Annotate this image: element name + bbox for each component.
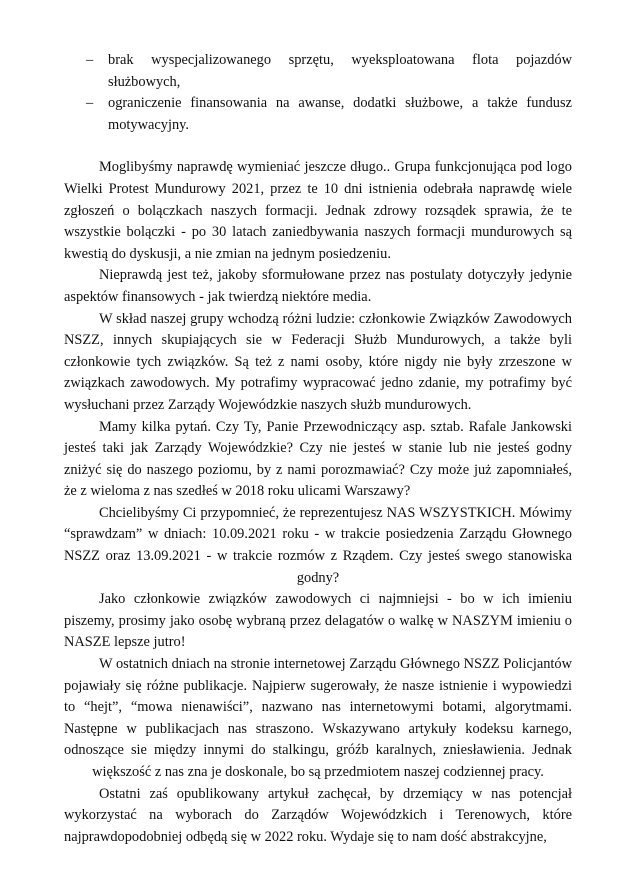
spacer <box>64 136 572 157</box>
paragraph: Moglibyśmy naprawdę wymieniać jeszcze długo.. Grupa funkcjonująca pod logo Wielki Protest Mundurowy 2021, przez te 10 dni istnienia odebrała naprawdę wiele zgłoszeń o bolączkach naszych formacji. Jednak zdrowy rozsądek sprawia, że te wszystkie bolączki - po 30 latach zaniedbywania naszych formacji mundurowych są kwestią do dyskusji, a nie zmian na jednym posiedzeniu. <box>64 159 572 262</box>
paragraph: Ostatni zaś opublikowany artykuł zachęcał, by drzemiący w nas potencjał wykorzystać na wyborach do Zarządów Wojewódzkich i Terenowych, które najprawdopodobniej odbędą się w 2022 roku. Wydaje się to nam dość abstrakcyjne, <box>64 785 572 845</box>
bullet-text: brak wyspecjalizowanego sprzętu, wyeksploatowana flota pojazdów służbowych, <box>108 52 572 90</box>
bullet-item <box>64 50 572 93</box>
paragraph: Chcielibyśmy Ci przypomnieć, że reprezentujesz NAS WSZYSTKICH. Mówimy “sprawdzam” w dniach: 10.09.2021 roku - w trakcie posiedzenia Zarządu Głownego NSZZ oraz 13.09.2021 - w trakcie rozmów z Rządem. Czy jesteś swego stanowiska godny? <box>64 504 572 586</box>
paragraph: Jako członkowie związków zawodowych ci najmniejsi - bo w ich imieniu piszemy, prosimy jako osobę wybraną przez delagatów o walkę w NASZYM imieniu o NASZE lepsze jutro! <box>64 591 572 651</box>
paragraph: W ostatnich dniach na stronie internetowej Zarządu Głównego NSZZ Policjantów pojawiały się różne publikacje. Najpierw sugerowały, że nasze istnienie i wypowiedzi to “hejt”, “mowa nienawiści”, nazwano nas internetowymi botami, algorytmami. Następne w publikacjach nas straszono. Wskazywano artykuły kodeksu karnego, odnoszące sie między innymi do stalkingu, gróźb karalnych, zniesławienia. Jednak większość z nas zna je doskonale, bo są przedmiotem naszej codziennej pracy. <box>64 656 572 780</box>
bullet-text: ograniczenie finansowania na awanse, dodatki służbowe, a także fundusz motywacyjny. <box>108 95 572 133</box>
paragraph: Nieprawdą jest też, jakoby sformułowane przez nas postulaty dotyczyły jedynie aspektów finansowych - jak twierdzą niektóre media. <box>64 267 572 305</box>
bullet-marker: – <box>86 52 94 68</box>
paragraph: W skład naszej grupy wchodzą różni ludzie: członkowie Związków Zawodowych NSZZ, innych skupiających sie w Federacji Służb Mundurowych, a także byli członkowie tych związków. Są też z nami osoby, które nigdy nie były zrzeszone w związkach zawodowych. My potrafimy wypracować jedno zdanie, my potrafimy być wysłuchani przez Zarządy Wojewódzkie naszych służb mundurowych. <box>64 310 572 413</box>
document-body <box>64 50 572 848</box>
paragraph: Mamy kilka pytań. Czy Ty, Panie Przewodniczący asp. sztab. Rafale Jankowski jesteś taki jak Zarządy Wojewódzkie? Czy nie jesteś w stanie lub nie jesteś godny zniżyć się do naszego poziomu, by z nami porozmawiać? Czy może już zapomniałeś, że z wieloma z nas szedłeś w 2018 roku ulicami Warszawy? <box>64 418 572 500</box>
bullet-list <box>64 50 572 136</box>
bullet-item <box>64 93 572 136</box>
bullet-marker: – <box>86 95 94 112</box>
